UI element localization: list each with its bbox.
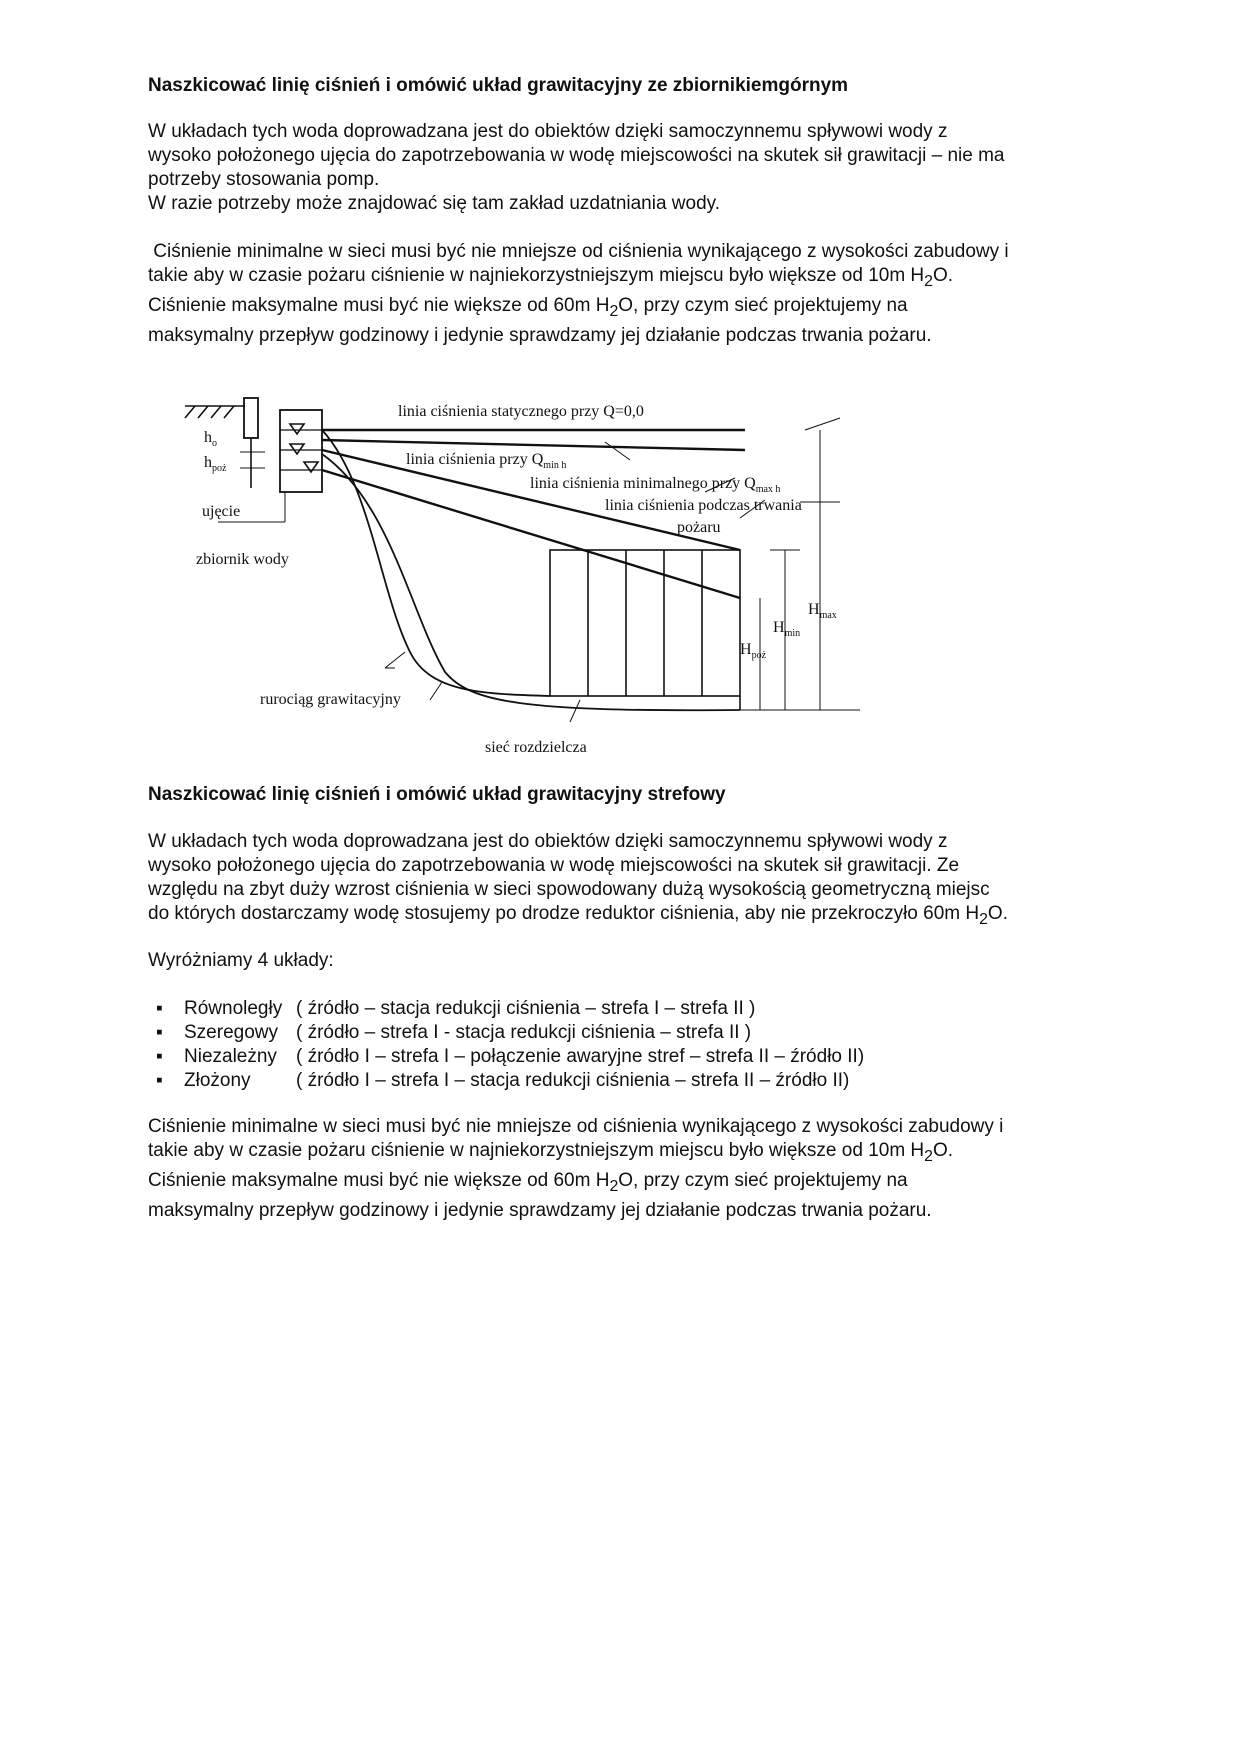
text-line: W układach tych woda doprowadzana jest do obiektów dzięki samoczynnemu spływowi wody z [148,831,948,852]
water-level-icon [290,444,304,454]
list-item-name: Szeregowy [184,1022,278,1043]
bullet-icon: ▪ [156,1070,163,1091]
text-line [148,294,1098,324]
label-fire-line-2: pożaru [677,519,721,536]
label-subscript: poż [212,463,227,474]
subscript: 2 [979,910,988,928]
subscript: 2 [924,272,933,290]
label-text: h [204,454,212,471]
text-line [148,902,1098,932]
list-item [148,997,1098,1021]
label-static-line: linia ciśnienia statycznego przy Q=0,0 [398,403,644,420]
section2-heading: Naszkicować linię ciśnień i omówić układ grawitacyjny strefowy [148,784,726,805]
list-item-name: Równoległy [184,998,283,1019]
text-line: Ciśnienie minimalne w sieci musi być nie mniejsze od ciśnienia wynikającego z wysokości zabudowy i [148,241,1009,262]
text-fragment: Ciśnienie maksymalne musi być nie większe od 60m H [148,294,610,316]
bullet-icon: ▪ [156,1022,163,1043]
dim-tick [805,418,840,430]
label-tank: zbiornik wody [196,551,289,568]
text-line: wysoko położonego ujęcia do zapotrzebowania w wodę miejscowości na skutek sił grawitacji – nie ma [148,145,1005,166]
text-fragment: O. [932,265,954,286]
label-network: sieć rozdzielcza [485,739,587,756]
text-line: maksymalny przepływ godzinowy i jedynie sprawdzamy jej działanie podczas trwania pożaru. [148,1199,932,1221]
text-line: potrzeby stosowania pomp. [148,169,380,190]
label-text: linia ciśnienia przy Q [406,451,544,468]
label-gravity-pipe: rurociąg grawitacyjny [260,691,401,708]
text-line [148,264,1098,294]
list-item [148,1045,1098,1069]
section1-paragraph1 [148,120,1098,216]
bullet-icon: ▪ [156,1046,163,1067]
label-Hmin [773,619,800,639]
label-minimum-line [530,475,780,495]
label-text: H [773,619,785,636]
label-subscript: o [212,438,217,449]
label-intake: ujęcie [202,503,241,520]
text-fragment: Ciśnienie maksymalne musi być nie większe od 60m H [148,1169,610,1191]
water-tank [280,410,322,492]
section2-paragraph1 [148,830,1098,932]
text-line: względu na zbyt duży wzrost ciśnienia w sieci spowodowany dużą wysokością geometryczną miejsc [148,879,990,900]
text-fragment: takie aby w czasie pożaru ciśnienie w najniekorzystniejszym miejscu było większe od 10m H [148,1140,925,1161]
intake-structure [244,398,258,438]
list-item [148,1069,1098,1093]
label-subscript: max [819,610,837,621]
buildings [550,550,740,696]
label-Hmax [808,601,837,621]
text-line: W układach tych woda doprowadzana jest do obiektów dzięki samoczynnemu spływowi wody z [148,121,948,142]
subscript: 2 [609,302,619,320]
list-item-desc: ( źródło I – strefa I – stacja redukcji ciśnienia – strefa II – źródło II) [296,1070,850,1091]
label-subscript: min h [543,460,567,471]
list-item-name: Złożony [184,1070,251,1091]
text-fragment: O. [987,903,1008,924]
text-fragment: do których dostarczamy wodę stosujemy po drodze reduktor ciśnienia, aby nie przekroczyło 60m H [148,903,980,924]
label-subscript: min [784,628,801,639]
text-line: maksymalny przepływ godzinowy i jedynie sprawdzamy jej działanie podczas trwania pożaru. [148,324,932,346]
list-item-desc: ( źródło – strefa I - stacja redukcji ciśnienia – strefa II ) [296,1022,752,1043]
pressure-line-diagram [180,392,880,772]
leader [385,652,405,668]
hatch [211,406,221,418]
section2-intro: Wyróżniamy 4 układy: [148,950,334,971]
list-item-desc: ( źródło – stacja redukcji ciśnienia – strefa I – strefa II ) [296,998,756,1019]
hatch [224,406,234,418]
list-item [148,1021,1098,1045]
leader [430,682,442,700]
label-h0 [204,429,217,449]
list-item-name: Niezależny [184,1046,277,1067]
text-fragment: O. [932,1140,954,1161]
bullet-icon: ▪ [156,998,163,1019]
label-qmin-line [406,451,566,471]
subscript: 2 [609,1177,619,1195]
pressure-line-qmin [322,440,745,450]
hatch [198,406,208,418]
text-line [148,1169,1098,1199]
leader [605,442,630,460]
text-line [148,1139,1098,1169]
text-line: W razie potrzeby może znajdować się tam zakład uzdatniania wody. [148,193,721,214]
label-Hpoz [740,641,767,661]
label-fire-line: linia ciśnienia podczas trwania [605,497,802,514]
label-text: H [740,641,752,658]
label-subscript: poż [751,650,767,661]
hatch [185,406,195,418]
label-text: h [204,429,212,446]
label-subscript: max h [755,484,781,495]
text-fragment: takie aby w czasie pożaru ciśnienie w najniekorzystniejszym miejscu było większe od 10m H [148,265,925,286]
water-level-icon [290,424,304,434]
label-hpoz [204,454,227,474]
label-text: linia ciśnienia minimalnego przy Q [530,475,756,492]
leader [570,700,580,722]
systems-list [148,997,1098,1093]
list-item-desc: ( źródło I – strefa I – połączenie awaryjne stref – strefa II – źródło II) [296,1046,865,1067]
section1-paragraph2 [148,240,1098,348]
section2-paragraph2 [148,1115,1098,1223]
subscript: 2 [924,1147,933,1165]
text-fragment: O, przy czym sieć projektujemy na [618,1169,908,1191]
label-text: H [808,601,820,618]
text-line: Ciśnienie minimalne w sieci musi być nie mniejsze od ciśnienia wynikającego z wysokości zabudowy i [148,1116,1004,1137]
section1-heading: Naszkicować linię ciśnień i omówić układ grawitacyjny ze zbiornikiemgórnym [148,75,849,96]
text-line: wysoko położonego ujęcia do zapotrzebowania w wodę miejscowości na skutek sił grawitacji. Ze [148,855,960,876]
text-fragment: O, przy czym sieć projektujemy na [618,294,908,316]
